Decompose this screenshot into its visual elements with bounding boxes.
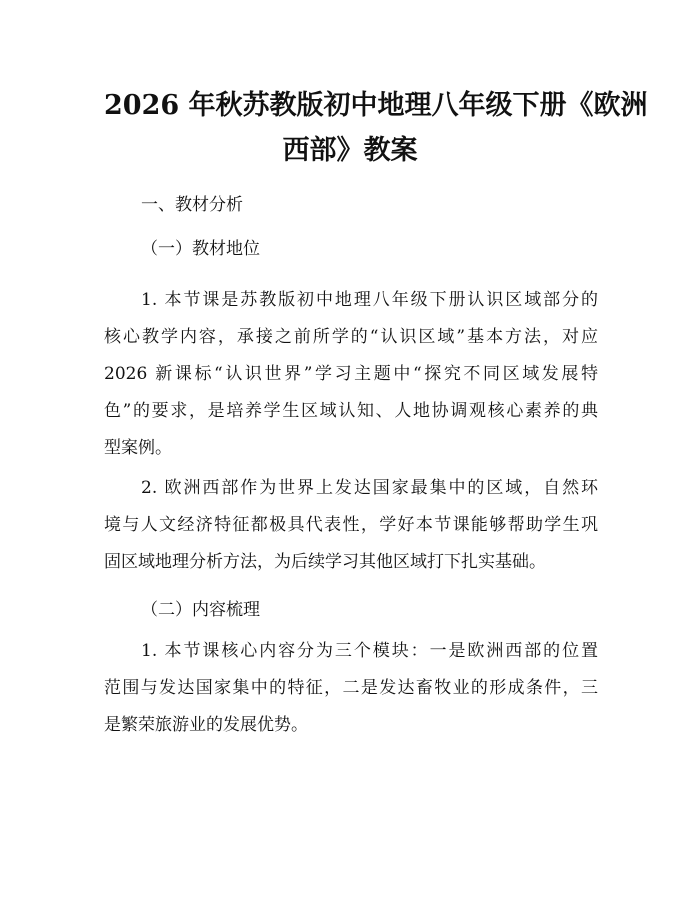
paragraph-line: 1. 本节课是苏教版初中地理八年级下册认识区域部分的 [141,290,598,310]
paragraph-line: 2026 新课标“认识世界”学习主题中“探究不同区域发展特 [104,364,598,384]
paragraph-3 [104,633,598,744]
paragraph-line: 1. 本节课核心内容分为三个模块：一是欧洲西部的位置 [141,641,598,661]
paragraph-2 [104,470,598,581]
paragraph-line: 型案例。 [104,438,172,458]
document-title-line-1: 2026 年秋苏教版初中地理八年级下册《欧洲 [104,90,648,121]
subsection-heading-textbook-status: （一）教材地位 [141,239,260,259]
paragraph-line: 范围与发达国家集中的特征，二是发达畜牧业的形成条件，三 [104,678,598,698]
paragraph-line: 2. 欧洲西部作为世界上发达国家最集中的区域，自然环 [141,478,598,498]
paragraph-line: 固区域地理分析方法，为后续学习其他区域打下扎实基础。 [104,552,546,572]
document-title-line-2: 西部》教案 [282,135,418,166]
paragraph-line: 境与人文经济特征都极具代表性，学好本节课能够帮助学生巩 [104,515,598,535]
paragraph-line: 色”的要求，是培养学生区域认知、人地协调观核心素养的典 [104,401,598,421]
section-heading-textbook-analysis: 一、教材分析 [141,195,243,215]
subsection-heading-content-outline: （二）内容梳理 [141,600,260,620]
paragraph-1 [104,282,598,467]
paragraph-line: 核心教学内容，承接之前所学的“认识区域”基本方法，对应 [104,327,598,347]
paragraph-line: 是繁荣旅游业的发展优势。 [104,715,308,735]
